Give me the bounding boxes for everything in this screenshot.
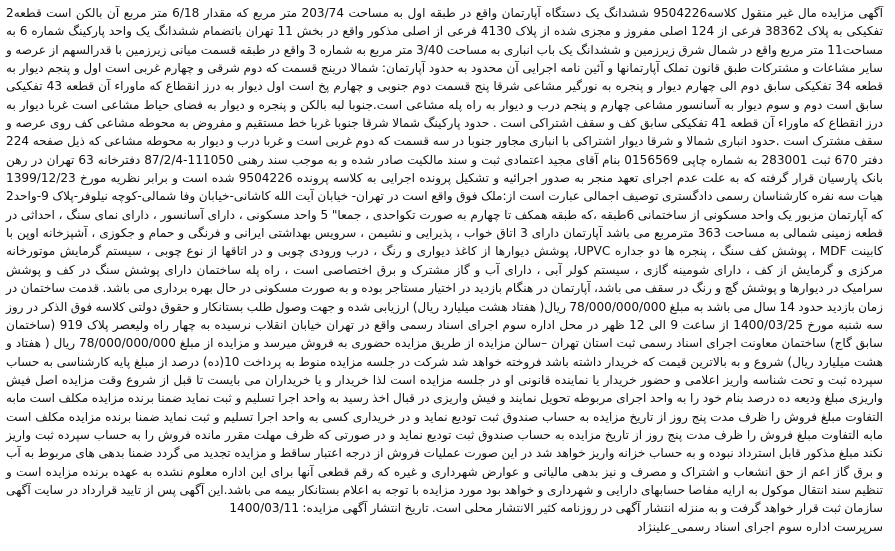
notice-footer xyxy=(6,518,883,536)
notice-body-text: آگهی مزایده مال غیر منقول کلاسه9504226 ششدانگ یک دستگاه آپارتمان واقع در طبقه اول به مساحت 203/74 متر مربع که مقدار 6/18 متر مربع آن بالکن است قطعه2 تفکیکی به پلاک 38362 فرعی از 124 اصلی مفروز و مجزی شده از پلاک 4130 فرعی از اصلی مذکور واقع در بخش 11 تهران باتضمام ششدانگ یک واحد پارکینگ شماره 6 به مساحت11 متر مربع واقع در شمال شرق زیرزمین و ششدانگ یک باب انباری به مساحت 3/40 متر مربع به شماره 3 واقع در طبقه قسمت میانی زیرزمین با قدرالسهم از عرصه و سایر مشاعات و مشترکات طبق قانون تملک آپارتمانها و آئین نامه اجرایی آن محدود به حدود آپارتمان: شمالا درینج قسمت که دوم شرقی و چهارم غربی است اول و پنجم دیوار به قطعه 34 تفکیکی سابق دوم الی چهارم دیوار و پنجره به نورگیر مشاعی شرقا پنج قسمت دوم جنوبی و چهارم پخ است اول دیوار به درز انقطاع که ماوراء آن قطعه 43 تفکیکی سابق است دوم و سوم دیوار به آسانسور مشاعی چهارم و پنجم درب و دیوار به راه پله مشاعی است.جنوبا لبه بالکن و پنجره و دیوار به فضای حیاط مشاعی است غربا دیوار به درز انقطاع که ماوراء آن قطعه 41 تفکیکی سابق کف و سقف اشتراکی است . حدود پارکینگ شمالا شرقا جنوبا غربا خط مستقیم و مفروض به محوطه مشاعی کف روی عرصه و سقف مشترک است .حدود انباری شمالا و شرقا دیوار اشتراکی با انباری مجاور جنوبا در سه قسمت که دوم غربی است و غربا درب و دیوار به محوطه مشاعی که ذیل صفحه 224 دفتر 670 ثبت 283001 به شماره چاپی 0156569 بنام آقای مجید اعتمادی ثبت و سند مالکیت صادر شده و به موجب سند رهنی 111050-87/2/4 دفترخانه 63 تهران در رهن بانک پارسیان قرار گرفته که به علت عدم اجرای تعهد منجر به صدور اجرائیه و تشکیل پرونده اجرایی به کلاسه پرونده 9504226 شده است و برابر نظریه مورخ 1399/12/23 هیات سه نفره کارشناسان رسمی دادگستری توصیف اجمالی عبارت است از:ملک فوق واقع است در تهران- خیابان آیت الله کاشانی-خیابان وفا شمالی-کوچه نیلوفر-پلاک 9-واحد2 که آپارتمان مزبور یک واحد مسکونی از ساختمانی 6طبقه ،که طبقه همکف تا چهارم به صورت تکواحدی ، جمعا" 5 واحد مسکونی ، دارای آسانسور ، دارای نمای سنگ ، احداثی در قطعه زمینی شمالی به مساحت 363 مترمربع می باشد آپارتمان دارای 3 اتاق خواب ، پذیرایی و نشیمن ، سرویس بهداشتی ایرانی و فرنگی و حمام و جکوزی ، آشپزخانه اوپن با کابینت MDF ، پوشش کف سنگ ، پنجره ها دو جداره UPVC، پوشش دیوارها از کاغذ دیواری و رنگ ، درب ورودی چوبی و در اتاقها از نوع چوبی ، سیستم گرمایش موتورخانه مرکزی و گرمایش از کف ، دارای شومینه گازی ، سیستم کولر آبی ، دارای آب و گاز مشترک و برق اختصاصی است ، راه پله ساختمان دارای پوشش سنگ در کف و پوشش سرامیک در دیوارها و پوشش گچ و رنگ در سقف می باشد، آپارتمان در هنگام بازدید در اختیار مستاجر بوده و به صورت مسکونی در حال بهره برداری می باشد. قدمت ساختمان در زمان بازدید حدود 14 سال می باشد به مبلغ 78/000/000/000 ریال( هفتاد هشت میلیارد ریال) ارزیابی شده و جهت وصول طلب بستانکار و حقوق دولتی کلاسه فوق الذکر در روز سه شنبه مورخ 1400/03/25 از ساعت 9 الی 12 ظهر در محل اداره سوم اجرای اسناد رسمی واقع در تهران خیابان انقلاب نرسیده به چهار راه ولیعصر پلاک 919 (ساختمان سابق گاج) ساختمان معاونت اجرای اسناد رسمی ثبت استان تهران –سالن مزایده از طریق مزایده حضوری به فروش میرسد و مزایده از مبلغ 78/000/000/000 ریال ( هفتاد و هشت میلیارد ریال) شروع و به بالاترین قیمت که خریدار داشته باشد فروخته خواهد شد شرکت در جلسه مزایده منوط به پرداخت 10(ده) درصد از مبلغ پایه کارشناسی به حساب سپرده ثبت و تحت شناسه واریز اعلامی و حضور خریدار یا نماینده قانونی او در جلسه مزایده است لذا خریدار و یا خریداران می بایست تا قبل از شروع وقت مزایده اصل فیش واریزی مبلغ ودیعه ده درصد بنام خود را به واحد اجرای مربوطه تحویل نمایند و فیش واریزی در قبال اخذ رسید به واحد اجرا تسلیم و ثبت نماید ضمنا برنده مزایده مکلف است مابه التفاوت مبلغ فروش را ظرف مدت پنج روز از تاریخ مزایده به حساب صندوق ثبت تودیع نماید و در خریداری کسی به واحد اجرا تسلیم و ثبت نماید ضمنا برنده مزایده مکلف است مابه التفاوت مبلغ فروش را ظرف مدت پنج روز از تاریخ مزایده به حساب صندوق ثبت تودیع نماید و در صورتی که ظرف مهلت مقرر مانده فروش را به حساب سپرده ثبت واریز نکند مبلغ مذکور قابل استرداد نبوده و به حساب خزانه واریز خواهد شد در این صورت عملیات فروش از درجه اعتبار ساقط و مزایده تجدید می گردد ضمنا بدهی های مربوط به آب و برق گاز اعم از حق انشعاب و اشتراک و مصرف و نیز بدهی مالیاتی و عوارض شهرداری و غیره که رقم قطعی آنها برای این اداره معلوم نشده به عهده برنده مزایده است و تنظیم سند انتقال موکول به ارایه مفاصا حسابهای دارایی و شهرداری و خواهد بود مورد مزایده با توجه به اعلام بستانکار بیمه می باشد.این آگهی پس از تایید قرارداد در سایت آگهی سازمان ثبت قرار خواهد گرفت و به منزله انتشار آگهی در روزنامه کثیر الانتشار محلی است. تاریخ انتشار آگهی مزایده: 1400/03/11 xyxy=(6,6,884,516)
signatory-line: سرپرست اداره سوم اجرای اسناد رسمی_علینژاد xyxy=(637,519,883,534)
